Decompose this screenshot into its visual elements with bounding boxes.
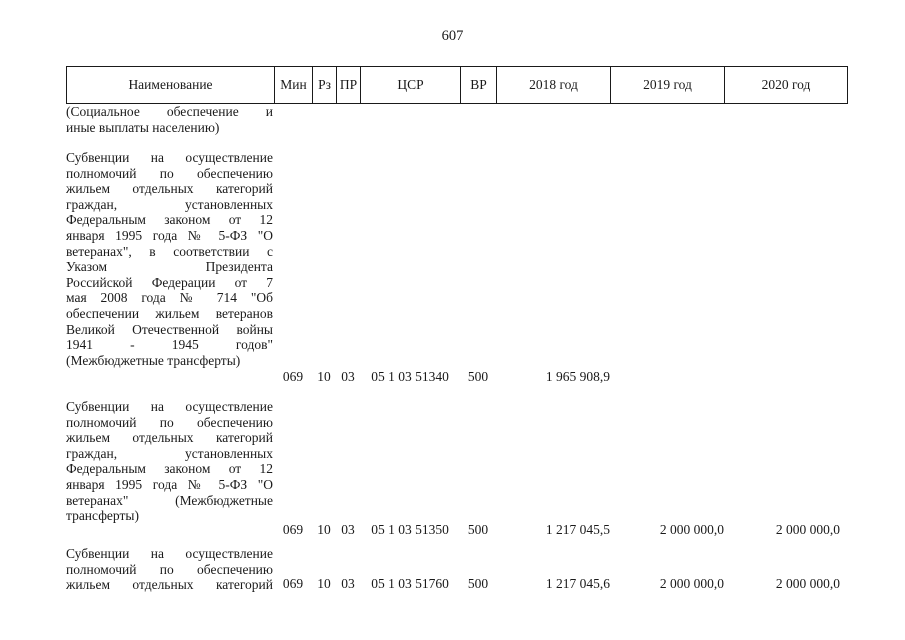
header-2019: 2019 год xyxy=(611,67,725,104)
name-line: обеспечении жильем ветеранов xyxy=(66,305,273,321)
name-line: Субвенции на осуществление xyxy=(66,546,273,561)
cell-2020: 2 000 000,0 xyxy=(775,576,840,591)
cell-2018: 1 217 045,5 xyxy=(545,522,610,537)
name-line: трансферты) xyxy=(66,508,139,524)
name-line: января 1995 года № 5-ФЗ "О xyxy=(66,227,273,243)
header-rz: Рз xyxy=(313,67,337,104)
name-line: полномочий по обеспечению xyxy=(66,414,273,430)
name-line: ветеранах" (Межбюджетные xyxy=(66,492,273,508)
name-line: полномочий по обеспечению xyxy=(66,165,273,181)
cell-2020: 2 000 000,0 xyxy=(775,522,840,537)
name-line: граждан, установленных xyxy=(66,445,273,461)
name-line: Субвенции на осуществление xyxy=(66,399,273,414)
cell-min: 069 xyxy=(282,369,304,384)
page-number: 607 xyxy=(441,28,464,44)
cell-vr: 500 xyxy=(467,522,489,537)
cell-rz: 10 xyxy=(317,369,331,384)
name-line: жильем отдельных категорий xyxy=(66,181,273,197)
header-pr: ПР xyxy=(337,67,361,104)
cell-pr: 03 xyxy=(341,576,355,591)
name-line: 1941 - 1945 годов" xyxy=(66,337,273,353)
cell-pr: 03 xyxy=(341,522,355,537)
row-name xyxy=(66,399,273,524)
cell-pr: 03 xyxy=(341,369,355,384)
cell-2019: 2 000 000,0 xyxy=(659,522,724,537)
name-line: Российской Федерации от 7 xyxy=(66,274,273,290)
name-line: ветеранах", в соответствии с xyxy=(66,243,273,259)
name-line: Субвенции на осуществление xyxy=(66,150,273,165)
header-2018: 2018 год xyxy=(497,67,611,104)
name-line: граждан, установленных xyxy=(66,196,273,212)
cell-2019: 2 000 000,0 xyxy=(659,576,724,591)
table-header xyxy=(66,66,848,104)
cell-min: 069 xyxy=(282,576,304,591)
header-2020: 2020 год xyxy=(725,67,848,104)
name-line: мая 2008 года № 714 "Об xyxy=(66,290,273,306)
header-csr: ЦСР xyxy=(361,67,461,104)
cell-csr: 05 1 03 51340 xyxy=(371,369,449,384)
header-vr: ВР xyxy=(461,67,497,104)
cell-rz: 10 xyxy=(317,576,331,591)
name-line: (Социальное обеспечение и xyxy=(66,104,273,119)
cell-rz: 10 xyxy=(317,522,331,537)
cell-csr: 05 1 03 51760 xyxy=(371,576,449,591)
name-line: Указом Президента xyxy=(66,259,273,275)
name-line: жильем отдельных категорий xyxy=(66,430,273,446)
name-line: Федеральным законом от 12 xyxy=(66,461,273,477)
header-name: Наименование xyxy=(67,67,275,104)
name-line: жильем отдельных категорий xyxy=(66,577,273,593)
row-name xyxy=(66,546,273,593)
cell-2018: 1 217 045,6 xyxy=(545,576,610,591)
cell-csr: 05 1 03 51350 xyxy=(371,522,449,537)
cell-vr: 500 xyxy=(467,576,489,591)
name-line: (Межбюджетные трансферты) xyxy=(66,352,241,368)
name-line: Великой Отечественной войны xyxy=(66,321,273,337)
row-name xyxy=(66,104,273,135)
name-line: января 1995 года № 5-ФЗ "О xyxy=(66,476,273,492)
header-min: Мин xyxy=(275,67,313,104)
name-line: полномочий по обеспечению xyxy=(66,561,273,577)
row-name xyxy=(66,150,273,368)
name-line: иные выплаты населению) xyxy=(66,119,220,135)
name-line: Федеральным законом от 12 xyxy=(66,212,273,228)
cell-vr: 500 xyxy=(467,369,489,384)
cell-2018: 1 965 908,9 xyxy=(545,369,610,384)
cell-min: 069 xyxy=(282,522,304,537)
